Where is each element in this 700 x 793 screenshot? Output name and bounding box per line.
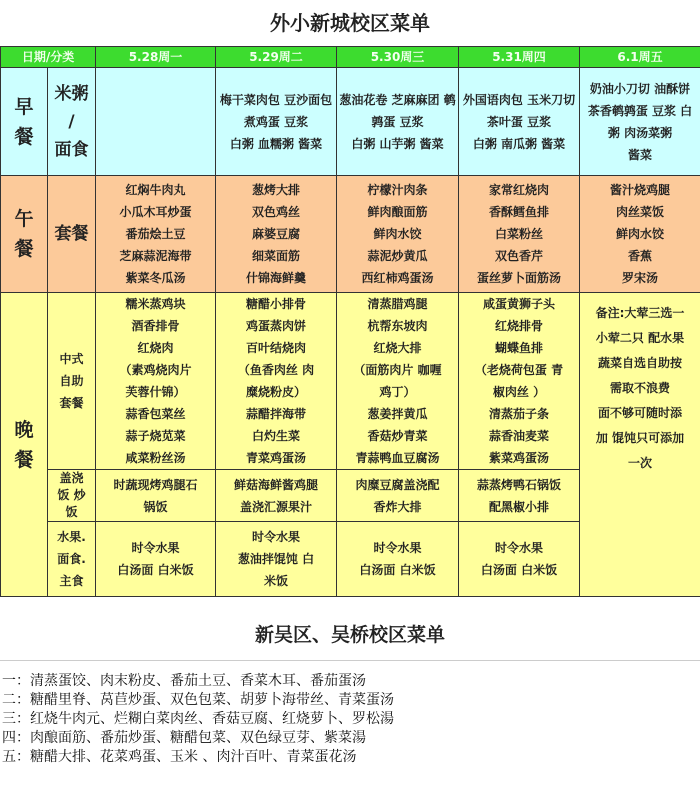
list-item: 五：糖醋大排、花菜鸡蛋、玉米 、肉汁百叶、青菜蛋花汤: [2, 749, 357, 765]
menu-cell: 时令水果 白汤面 白米饭: [337, 522, 459, 597]
menu-cell: 家常红烧肉 香酥鳕鱼排 白菜粉丝 双色香芹 蛋丝萝卜面筋汤: [459, 176, 580, 293]
menu-cell: 梅干菜肉包 豆沙面包 煮鸡蛋 豆浆 白粥 血糯粥 酱菜: [216, 68, 337, 176]
category-label: 米粥 / 面食: [48, 68, 96, 176]
category-label: 水果. 面食. 主食: [48, 522, 96, 597]
menu-cell: 葱烤大排 双色鸡丝 麻婆豆腐 细菜面筋 什锦海鲜羹: [216, 176, 337, 293]
menu-cell: [96, 68, 216, 176]
menu-cell: 鲜菇海鲜酱鸡腿 盖浇汇源果汁: [216, 470, 337, 522]
menu-cell: 蒜蒸烤鸭石锅饭 配黑椒小排: [459, 470, 580, 522]
header-day: 5.29周二: [216, 47, 337, 68]
list-item: 二：糖醋里脊、莴苣炒蛋、双色包菜、胡萝卜海带丝、青菜蛋汤: [2, 692, 394, 708]
menu-cell: 时蔬现烤鸡腿石 锅饭: [96, 470, 216, 522]
menu-cell: 清蒸腊鸡腿 杭帮东坡肉 红烧大排 （面筋肉片 咖喱 鸡丁） 葱姜拌黄瓜 香菇炒青菜 青蒜鸭血豆腐汤: [337, 293, 459, 470]
header-day: 6.1周五: [580, 47, 700, 68]
category-label: 套餐: [48, 176, 96, 293]
menu-table: [0, 46, 700, 597]
list-item: 三：红烧牛肉元、烂糊白菜肉丝、香菇豆腐、红烧萝卜、罗松湯: [2, 711, 394, 727]
menu-cell: 肉糜豆腐盖浇配 香炸大排: [337, 470, 459, 522]
lunch-row: [1, 176, 700, 293]
menu-cell: 酱汁烧鸡腿 肉丝菜饭 鲜肉水饺 香蕉 罗宋汤: [580, 176, 700, 293]
menu-cell: 糯米蒸鸡块 酒香排骨 红烧肉 （素鸡烧肉片 芙蓉什锦） 蒜香包菜丝 蒜子烧苋菜 咸菜粉丝汤: [96, 293, 216, 470]
category-label: 盖浇 饭 炒 饭: [48, 470, 96, 522]
section2-title: 新吴区、吴桥校区菜单: [0, 610, 700, 661]
menu-cell: 咸蛋黄狮子头 红烧排骨 蝴蝶鱼排 （老烧荷包蛋 青 椒肉丝 ） 清蒸茄子条 蒜香油麦菜 紫菜鸡蛋汤: [459, 293, 580, 470]
menu-cell: 时令水果 白汤面 白米饭: [459, 522, 580, 597]
menu-cell: 奶油小刀切 油酥饼 茶香鹌鹑蛋 豆浆 白粥 肉汤菜粥 酱菜: [580, 68, 700, 176]
list-item: 一：清蒸蛋饺、肉末粉皮、番茄土豆、香菜木耳、番茄蛋汤: [2, 673, 366, 689]
dinner-note: 备注:大荤三选一 小荤二只 配水果 蔬菜自选自助按 需取不浪费 面不够可随时添 加 馄饨只可添加 一次: [580, 293, 700, 597]
header-day: 5.31周四: [459, 47, 580, 68]
header-day: 5.28周一: [96, 47, 216, 68]
category-label: 中式 自助 套餐: [48, 293, 96, 470]
page-title: 外小新城校区菜单: [270, 11, 430, 35]
meal-label: 早 餐: [1, 68, 48, 176]
menu-cell: 外国语肉包 玉米刀切 茶叶蛋 豆浆 白粥 南瓜粥 酱菜: [459, 68, 580, 176]
breakfast-row: [1, 68, 700, 176]
menu-cell: 柠檬汁肉条 鲜肉酿面筋 鲜肉水饺 蒜泥炒黄瓜 西红柿鸡蛋汤: [337, 176, 459, 293]
menu-cell: 时令水果 葱油拌馄饨 白 米饭: [216, 522, 337, 597]
header-date-category: 日期/分类: [1, 47, 96, 68]
dinner-buffet-row: [1, 293, 700, 470]
header-day: 5.30周三: [337, 47, 459, 68]
list-item: 四：肉酿面筋、番茄炒蛋、糖醋包菜、双色绿豆芽、紫菜湯: [2, 730, 366, 746]
header-row: [1, 47, 700, 68]
meal-label: 晚 餐: [1, 293, 48, 597]
section2-menu-list: [2, 672, 394, 767]
menu-cell: 红焖牛肉丸 小瓜木耳炒蛋 番茄烩土豆 芝麻蒜泥海带 紫菜冬瓜汤: [96, 176, 216, 293]
menu-cell: 糖醋小排骨 鸡蛋蒸肉饼 百叶结烧肉 （鱼香肉丝 肉 糜烧粉皮） 蒜醋拌海带 白灼生菜 青菜鸡蛋汤: [216, 293, 337, 470]
menu-cell: 时令水果 白汤面 白米饭: [96, 522, 216, 597]
meal-label: 午 餐: [1, 176, 48, 293]
menu-cell: 葱油花卷 芝麻麻团 鹌鹑蛋 豆浆 白粥 山芋粥 酱菜: [337, 68, 459, 176]
